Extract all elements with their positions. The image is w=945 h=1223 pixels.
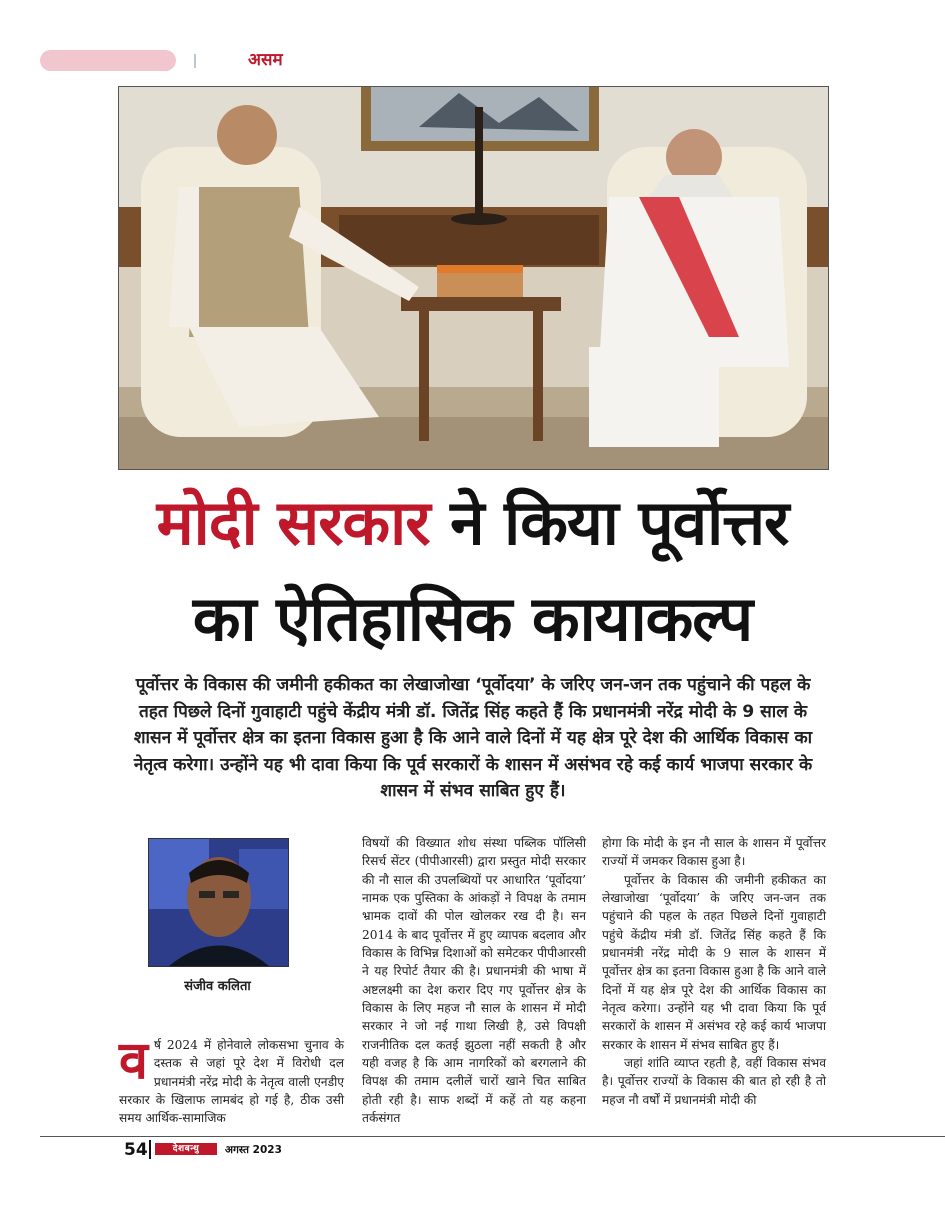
body-column-3 (602, 834, 826, 1109)
headline-line-1 (0, 486, 945, 559)
drop-cap: व (119, 1031, 148, 1091)
author-name: संजीव कलिता (184, 979, 251, 994)
headline-highlight: मोदी सरकार (156, 486, 430, 559)
issue-date: अगस्त 2023 (225, 1144, 282, 1156)
column-2-text: विषयों की विख्यात शोध संस्था पब्लिक पॉलिसी रिसर्च सेंटर (पीपीआरसी) द्वारा प्रस्तुत मोदी सरकार की नौ साल की उपलब्धियों पर आधारित ‘पूर्वोदया’ नामक एक पुस्तिका के आंकड़ों ने विपक्ष के तमाम भ्रामक दावों की पोल खोलकर रख दी है। सन 2014 के बाद पूर्वोत्तर में हुए व्यापक बदलाव और विकास के विभिन्न दिशाओं को समेटकर पीपीआरसी ने यह रिपोर्ट तैयार की है। प्रधानमंत्री की भाषा में अष्टलक्ष्मी का देश करार दिए गए पूर्वोत्तर क्षेत्र के विकास के लिए महज नौ साल के शासन में मोदी सरकार ने जो नई गाथा लिखी है, उसे विपक्षी राजनीतिक दल कतई झुठला नहीं सकती है और यही वजह है कि आम नागरिकों को बरगलाने की विपक्ष की तमाम दलीलें चारों खाने चित साबित होती रही है। साफ शब्दों में कहें तो यह कहना तर्कसंगत (362, 836, 586, 1126)
body-column-2 (362, 834, 586, 1128)
column-1-text: र्ष 2024 में होनेवाले लोकसभा चुनाव के दस्तक से जहां पूरे देश में विरोधी दल प्रधानमंत्री नरेंद्र मोदी के नेतृत्व वाली एनडीए सरकार के खिलाफ लामबंद हो गई है, ठीक उसी समय आर्थिक-सामाजिक (119, 1038, 344, 1126)
headline-line-2: का ऐतिहासिक कायाकल्प (192, 582, 753, 655)
column-3-paragraph-1: होगा कि मोदी के इन नौ साल के शासन में पूर्वोत्तर राज्यों में जमकर विकास हुआ है। (602, 836, 826, 869)
footer-rule (40, 1136, 945, 1137)
column-3-paragraph-2: पूर्वोत्तर के विकास की जमीनी हकीकत का लेखाजोखा ‘पूर्वोदया’ के जरिए जन-जन तक पहुंचाने की पहल के तहत पिछले दिनों गुवाहाटी पहुंचे केंद्रीय मंत्री डॉ. जितेंद्र सिंह कहते हैं कि प्रधानमंत्री नरेंद्र मोदी के 9 साल के शासन में पूर्वोत्तर क्षेत्र का इतना विकास हुआ है कि आने वाले दिनों में यह क्षेत्र पूरे देश की आर्थिक विकास का नेतृत्व करेगा। उन्होंने यह भी दावा किया कि पूर्व सरकारों के शासन में असंभव रहे कई कार्य भाजपा सरकार के शासन में संभव साबित हुए हैं। (602, 872, 826, 1052)
section-divider (194, 54, 196, 68)
body-column-1 (119, 1031, 344, 1128)
lead-photo (118, 86, 829, 470)
section-tag-pill (40, 50, 176, 71)
column-3-paragraph-3: जहां शांति व्याप्त रहती है, वहीं विकास संभव है। पूर्वोत्तर राज्यों के विकास की बात हो रही है तो महज नौ वर्षों में प्रधानमंत्री मोदी की (602, 1056, 826, 1107)
lede-paragraph: पूर्वोत्तर के विकास की जमीनी हकीकत का लेखाजोखा ‘पूर्वोदया’ के जरिए जन-जन तक पहुंचाने की पहल के तहत पिछले दिनों गुवाहाटी पहुंचे केंद्रीय मंत्री डॉ. जितेंद्र सिंह कहते हैं कि प्रधानमंत्री नरेंद्र मोदी के 9 साल के शासन में पूर्वोत्तर क्षेत्र का इतना विकास हुआ है कि आने वाले दिनों में यह क्षेत्र पूरे देश की आर्थिक विकास का नेतृत्व करेगा। उन्होंने यह भी दावा किया कि पूर्व सरकारों के शासन में असंभव रहे कई कार्य भाजपा सरकार के शासन में संभव साबित हुए हैं। (133, 675, 813, 802)
footer-divider (149, 1140, 151, 1159)
headline-rest: ने किया पूर्वोत्तर (429, 486, 789, 559)
publication-logo: देशबन्धु (155, 1143, 217, 1155)
section-label: असम (248, 50, 283, 70)
page-number: 54 (124, 1140, 148, 1160)
author-photo (148, 838, 289, 967)
